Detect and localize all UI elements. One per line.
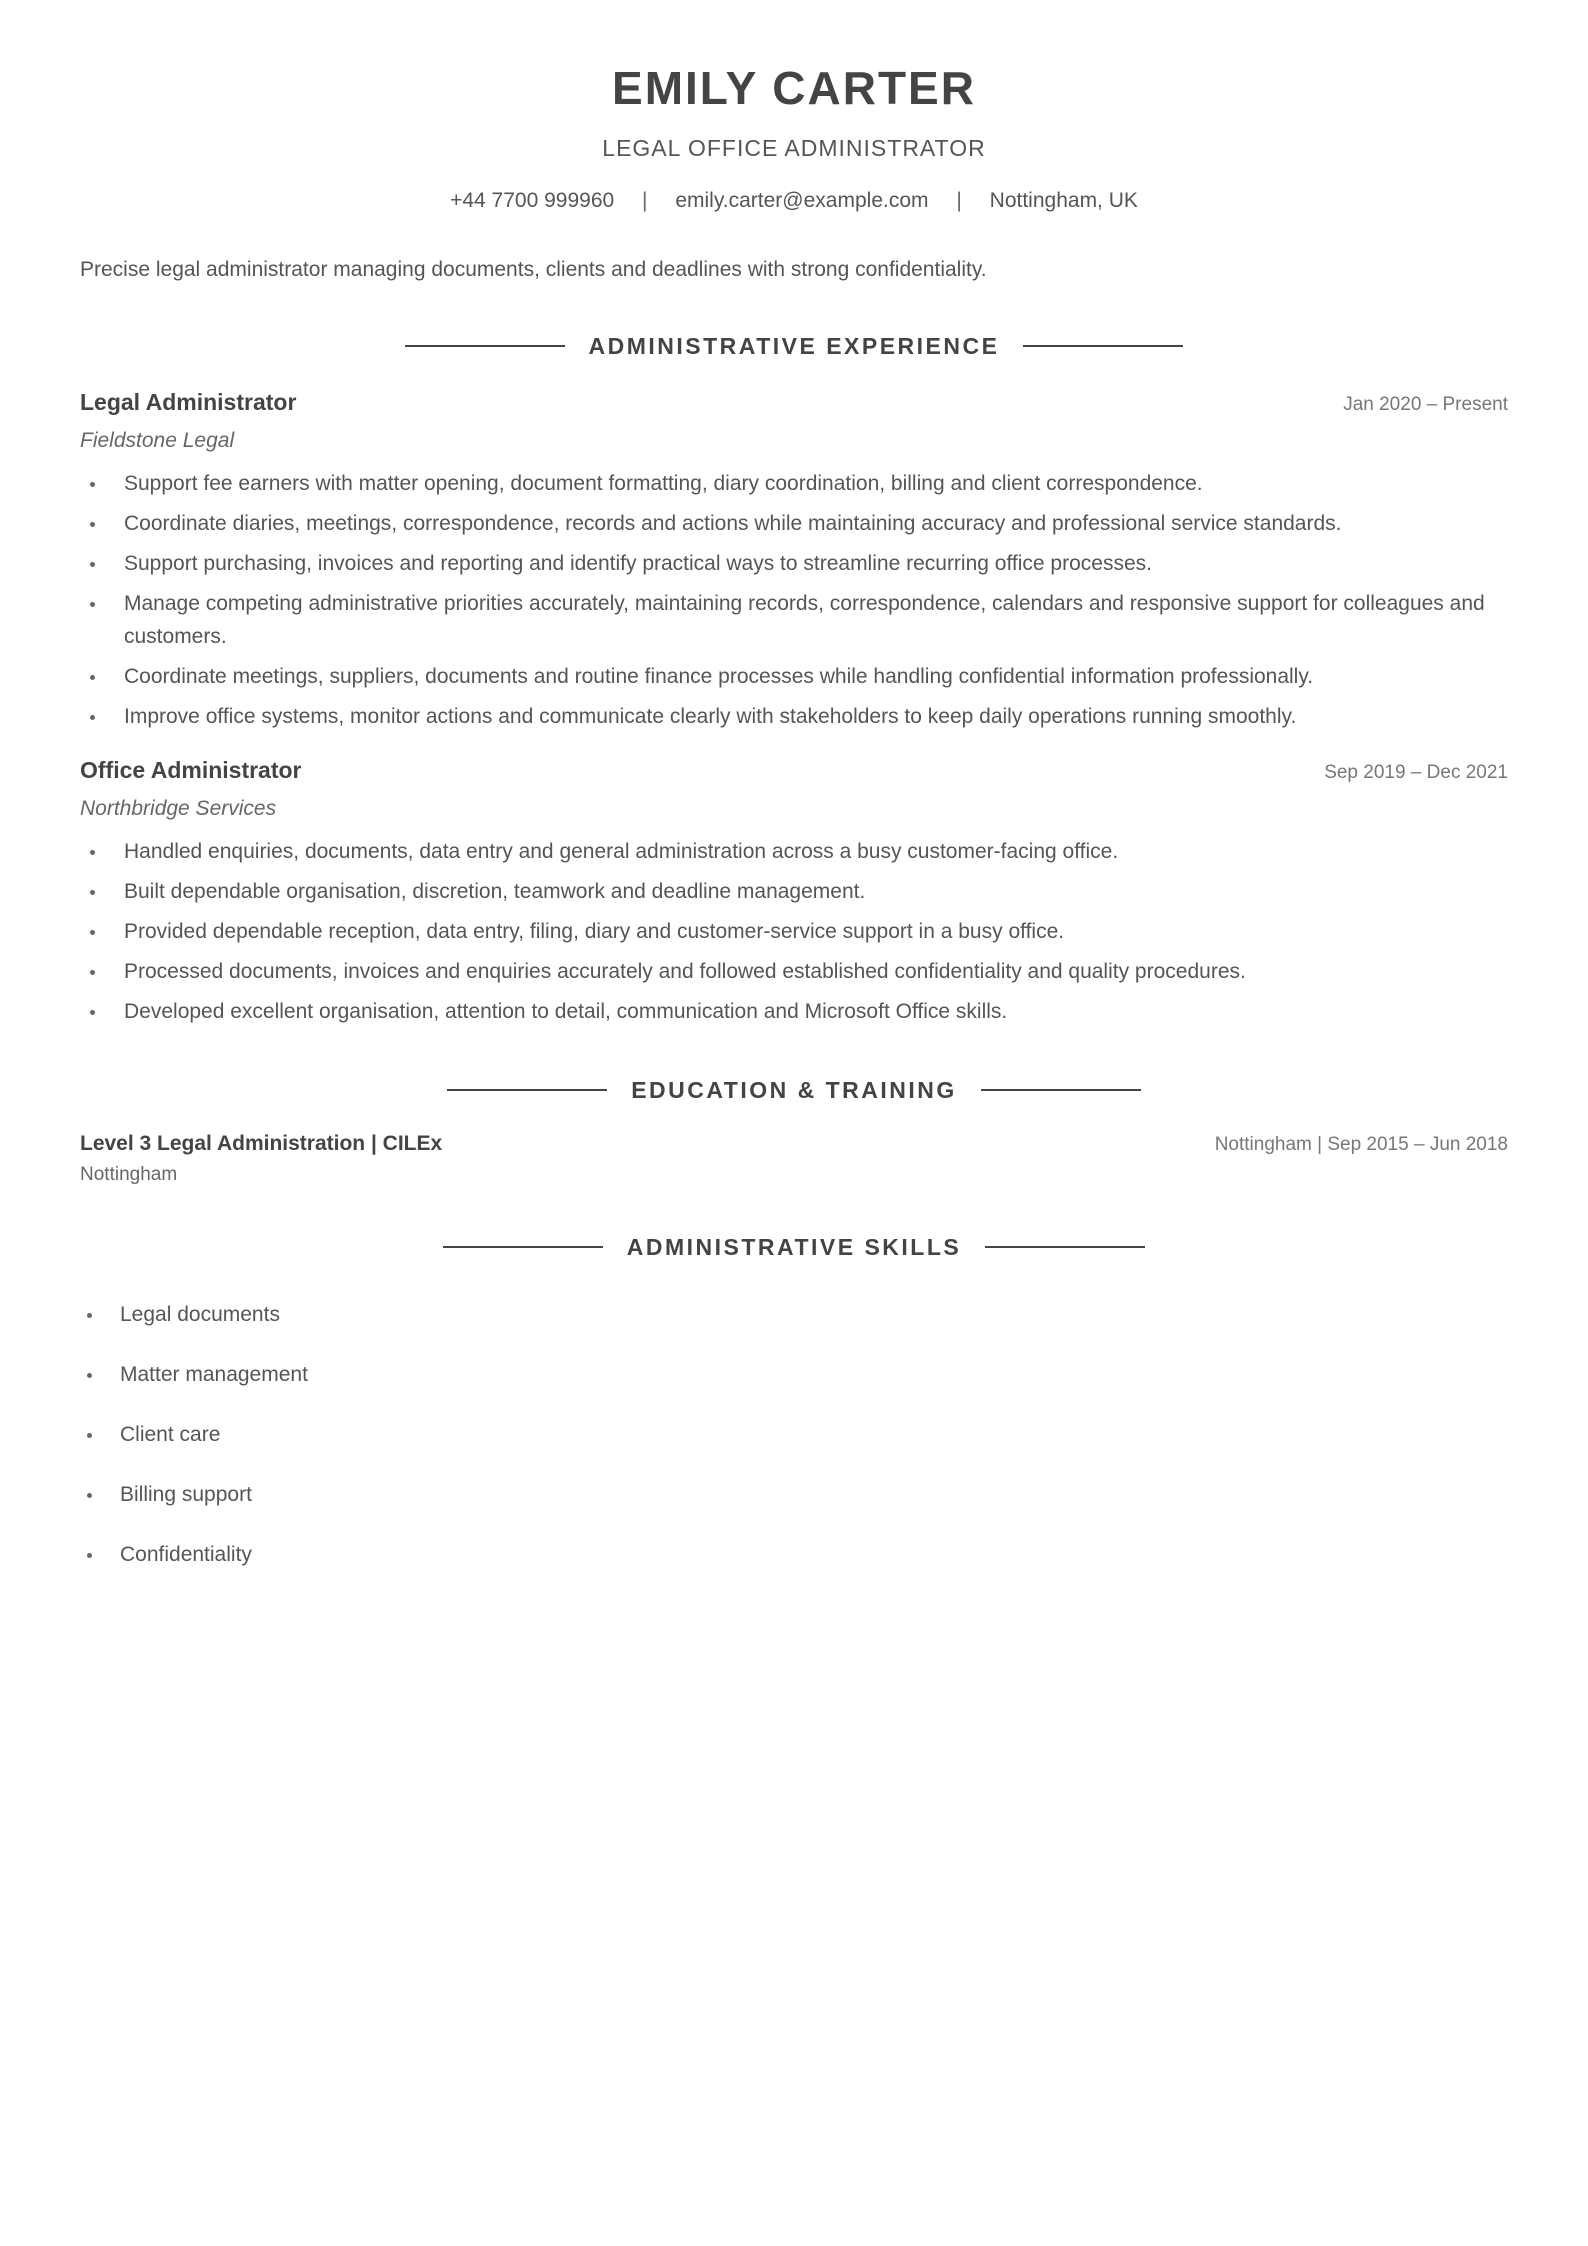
heading-rule-left — [447, 1089, 607, 1091]
contact-location: Nottingham, UK — [989, 189, 1138, 212]
skills-list — [80, 1302, 1508, 1568]
skill-item: Legal documents — [120, 1302, 1508, 1328]
education-title: Level 3 Legal Administration | CILEx — [80, 1132, 443, 1155]
job-dates: Jan 2020 – Present — [1343, 394, 1508, 415]
skill-item: Confidentiality — [120, 1542, 1508, 1568]
heading-rule-left — [405, 345, 565, 347]
section-heading-skills — [80, 1233, 1508, 1261]
contact-phone: +44 7700 999960 — [450, 189, 615, 212]
heading-rule-right — [985, 1246, 1145, 1248]
job-bullet: Coordinate diaries, meetings, correspondence, records and actions while maintaining accuracy and professional service standards. — [124, 507, 1508, 540]
job-entry — [80, 388, 1508, 733]
job-dates: Sep 2019 – Dec 2021 — [1324, 762, 1508, 783]
job-bullets — [80, 835, 1508, 1028]
education-entry — [80, 1131, 1508, 1187]
skill-item: Client care — [120, 1422, 1508, 1448]
section-title: ADMINISTRATIVE SKILLS — [626, 1234, 962, 1260]
skill-item: Billing support — [120, 1482, 1508, 1508]
job-bullet: Built dependable organisation, discretion, teamwork and deadline management. — [124, 875, 1508, 908]
candidate-role: LEGAL OFFICE ADMINISTRATOR — [602, 135, 986, 161]
resume-header — [80, 0, 1508, 214]
heading-rule-right — [1023, 345, 1183, 347]
job-bullet: Improve office systems, monitor actions and communicate clearly with stakeholders to keep daily operations running smoothly. — [124, 700, 1508, 733]
job-bullet: Processed documents, invoices and enquiries accurately and followed established confidentiality and quality procedures. — [124, 955, 1508, 988]
job-bullet: Provided dependable reception, data entry, filing, diary and customer-service support in a busy office. — [124, 915, 1508, 948]
job-company: Northbridge Services — [80, 797, 277, 820]
contact-separator: | — [956, 189, 962, 212]
job-title: Office Administrator — [80, 757, 302, 783]
profile-summary: Precise legal administrator managing documents, clients and deadlines with strong confidentiality. — [80, 258, 987, 281]
section-title: EDUCATION & TRAINING — [631, 1077, 957, 1103]
job-bullets — [80, 467, 1508, 733]
education-location: Nottingham — [80, 1164, 178, 1185]
candidate-name: EMILY CARTER — [612, 62, 976, 114]
job-bullet: Support purchasing, invoices and reporting and identify practical ways to streamline recurring office processes. — [124, 547, 1508, 580]
job-title: Legal Administrator — [80, 389, 297, 415]
job-bullet: Manage competing administrative priorities accurately, maintaining records, correspondence, calendars and responsive support for colleagues and customers. — [124, 587, 1508, 653]
section-title: ADMINISTRATIVE EXPERIENCE — [588, 333, 1000, 359]
job-entry — [80, 756, 1508, 1028]
contact-separator: | — [642, 189, 648, 212]
job-bullet: Coordinate meetings, suppliers, documents and routine finance processes while handling confidential information professionally. — [124, 660, 1508, 693]
heading-rule-left — [443, 1246, 603, 1248]
section-heading-education — [80, 1076, 1508, 1104]
job-bullet: Developed excellent organisation, attention to detail, communication and Microsoft Office skills. — [124, 995, 1508, 1028]
contact-email: emily.carter@example.com — [675, 189, 929, 212]
education-meta: Nottingham | Sep 2015 – Jun 2018 — [1214, 1134, 1508, 1155]
education-header — [80, 1131, 1508, 1157]
section-heading-experience — [80, 332, 1508, 360]
job-bullet: Support fee earners with matter opening, document formatting, diary coordination, billing and client correspondence. — [124, 467, 1508, 500]
job-company: Fieldstone Legal — [80, 429, 235, 452]
contact-line — [80, 188, 1508, 214]
job-bullet: Handled enquiries, documents, data entry and general administration across a busy customer-facing office. — [124, 835, 1508, 868]
skill-item: Matter management — [120, 1362, 1508, 1388]
job-header — [80, 756, 1508, 785]
heading-rule-right — [981, 1089, 1141, 1091]
job-header — [80, 388, 1508, 417]
